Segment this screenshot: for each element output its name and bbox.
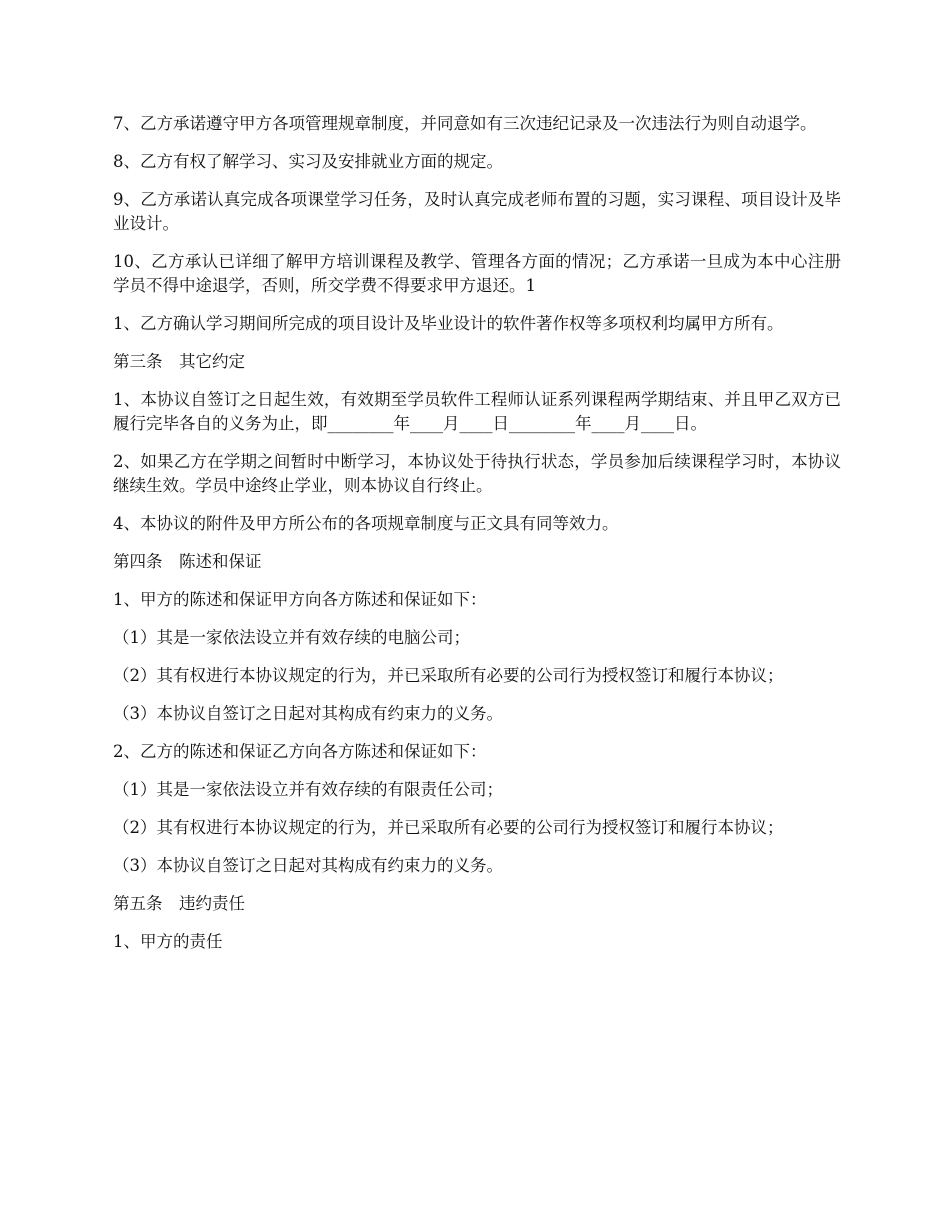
clause-11: 1、乙方确认学习期间所完成的项目设计及毕业设计的软件著作权等多项权利均属甲方所有。 xyxy=(113,314,784,333)
article-4-party-a-item-3: （3）本协议自签订之日起对其构成有约束力的义务。 xyxy=(113,704,503,723)
article-3-clause-2: 2、如果乙方在学期之间暂时中断学习，本协议处于待执行状态，学员参加后续课程学习时，本协议继续生效。学员中途终止学业，则本协议自行终止。 xyxy=(113,452,841,495)
article-4-party-b-heading: 2、乙方的陈述和保证乙方向各方陈述和保证如下： xyxy=(113,742,487,761)
article-5-clause-1: 1、甲方的责任 xyxy=(113,932,223,951)
article-4-party-b-item-3: （3）本协议自签订之日起对其构成有约束力的义务。 xyxy=(113,856,503,875)
section-heading-article-5: 第五条 违约责任 xyxy=(113,894,245,913)
section-heading-article-3: 第三条 其它约定 xyxy=(113,352,245,371)
document-page xyxy=(113,112,841,968)
article-3-clause-4: 4、本协议的附件及甲方所公布的各项规章制度与正文具有同等效力。 xyxy=(113,514,619,533)
article-4-party-a-heading: 1、甲方的陈述和保证甲方向各方陈述和保证如下： xyxy=(113,590,487,609)
article-4-party-b-item-2: （2）其有权进行本协议规定的行为，并已采取所有必要的公司行为授权签订和履行本协议； xyxy=(113,818,784,837)
article-4-party-a-item-1: （1）其是一家依法设立并有效存续的电脑公司； xyxy=(113,628,470,647)
clause-7: 7、乙方承诺遵守甲方各项管理规章制度，并同意如有三次违纪记录及一次违法行为则自动退学。 xyxy=(113,114,817,133)
clause-9: 9、乙方承诺认真完成各项课堂学习任务，及时认真完成老师布置的习题，实习课程、项目设计及毕业设计。 xyxy=(113,190,841,233)
clause-10: 10、乙方承认已详细了解甲方培训课程及教学、管理各方面的情况；乙方承诺一旦成为本中心注册学员不得中途退学，否则，所交学费不得要求甲方退还。1 xyxy=(113,252,841,295)
article-4-party-b-item-1: （1）其是一家依法设立并有效存续的有限责任公司； xyxy=(113,780,503,799)
article-3-clause-1: 1、本协议自签订之日起生效，有效期至学员软件工程师认证系列课程两学期结束、并且甲乙双方已履行完毕各自的义务为止，即________年____月____日________年____月____日。 xyxy=(113,390,841,433)
section-heading-article-4: 第四条 陈述和保证 xyxy=(113,552,262,571)
clause-8: 8、乙方有权了解学习、实习及安排就业方面的规定。 xyxy=(113,152,503,171)
article-4-party-a-item-2: （2）其有权进行本协议规定的行为，并已采取所有必要的公司行为授权签订和履行本协议； xyxy=(113,666,784,685)
